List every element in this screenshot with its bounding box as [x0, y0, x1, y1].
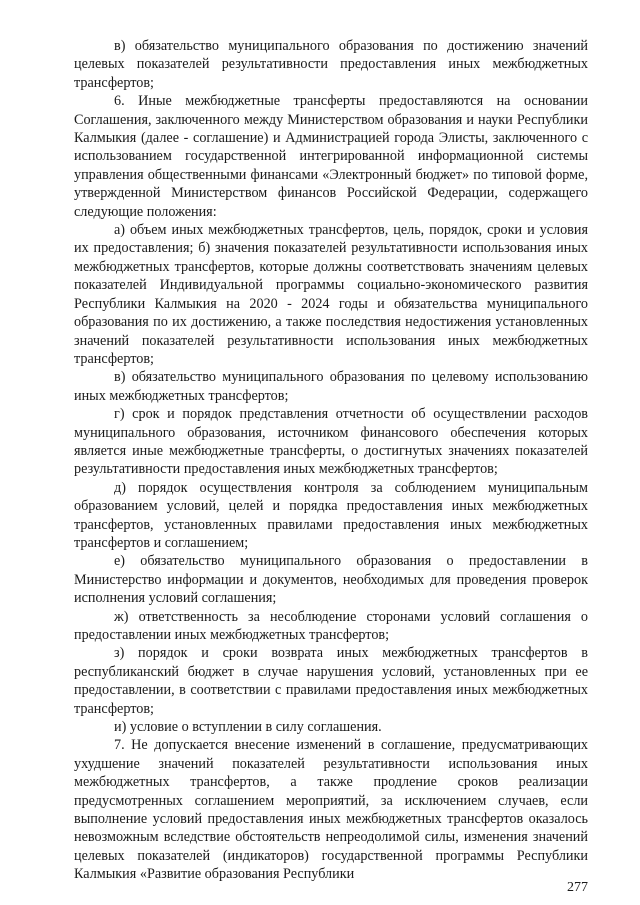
- paragraph-clause-6: 6. Иные межбюджетные трансферты предоставляются на основании Соглашения, заключенного между Министерством образования и науки Республики Калмыкия (далее - соглашение) и Администрацией города Элисты, заключенного с использованием государственной интегрированной информационной системы управления общественными финансами «Электронный бюджет» по типовой форме, утвержденной Министерством финансов Российской Федерации, содержащего следующие положения:: [74, 93, 588, 220]
- paragraph-clause-7: 7. Не допускается внесение изменений в соглашение, предусматривающих ухудшение значений показателей результативности использования иных межбюджетных трансфертов, а также продление сроков реализации предусмотренных соглашением мероприятий, за исключением случаев, если выполнение условий предоставления иных межбюджетных трансфертов оказалось невозможным вследствие обстоятельств непреодолимой силы, изменения значений целевых показателей (индикаторов) государственной программы Республики Калмыкия «Развитие образования Республики: [74, 737, 588, 883]
- paragraph-item-z: з) порядок и сроки возврата иных межбюджетных трансфертов в республиканский бюджет в случае нарушения условий, установленных при ее предоставлении, в соответствии с правилами предоставления иных межбюджетных трансфертов;: [74, 645, 588, 717]
- document-page: [74, 37, 588, 884]
- paragraph-item-zh: ж) ответственность за несоблюдение сторонами условий соглашения о предоставлении иных межбюджетных трансфертов;: [74, 608, 588, 643]
- paragraph-item-e: е) обязательство муниципального образования о предоставлении в Министерство информации и документов, необходимых для проведения проверок исполнения условий соглашения;: [74, 553, 588, 607]
- paragraph-item-v: в) обязательство муниципального образования по целевому использованию иных межбюджетных трансфертов;: [74, 369, 588, 404]
- paragraph-item-d: д) порядок осуществления контроля за соблюдением муниципальным образованием условий, целей и порядка предоставления иных межбюджетных трансфертов, установленных правилами предоставления иных межбюджетных трансфертов и соглашением;: [74, 479, 588, 551]
- page-number: 277: [567, 880, 588, 895]
- paragraph-obligation-targets: в) обязательство муниципального образования по достижению значений целевых показателей результативности предоставления иных межбюджетных трансфертов;: [74, 38, 588, 91]
- paragraph-item-i: и) условие о вступлении в силу соглашения.: [114, 719, 382, 736]
- paragraph-item-a-b: а) объем иных межбюджетных трансфертов, цель, порядок, сроки и условия их предоставления; б) значения показателей результативности использования иных межбюджетных трансфертов, которые должны соответствовать значениям целевых показателей Индивидуальной программы социально-экономического развития Республики Калмыкия на 2020 - 2024 годы и обязательства муниципального образования по их достижению, а также последствия недостижения установленных значений показателей результативности использования иных межбюджетных трансфертов;: [74, 222, 588, 367]
- paragraph-item-g: г) срок и порядок представления отчетности об осуществлении расходов муниципального образования, источником финансового обеспечения которых является иные межбюджетные трансферты, о достигнутых значениях показателей результативности предоставления иных межбюджетных трансфертов;: [74, 406, 588, 478]
